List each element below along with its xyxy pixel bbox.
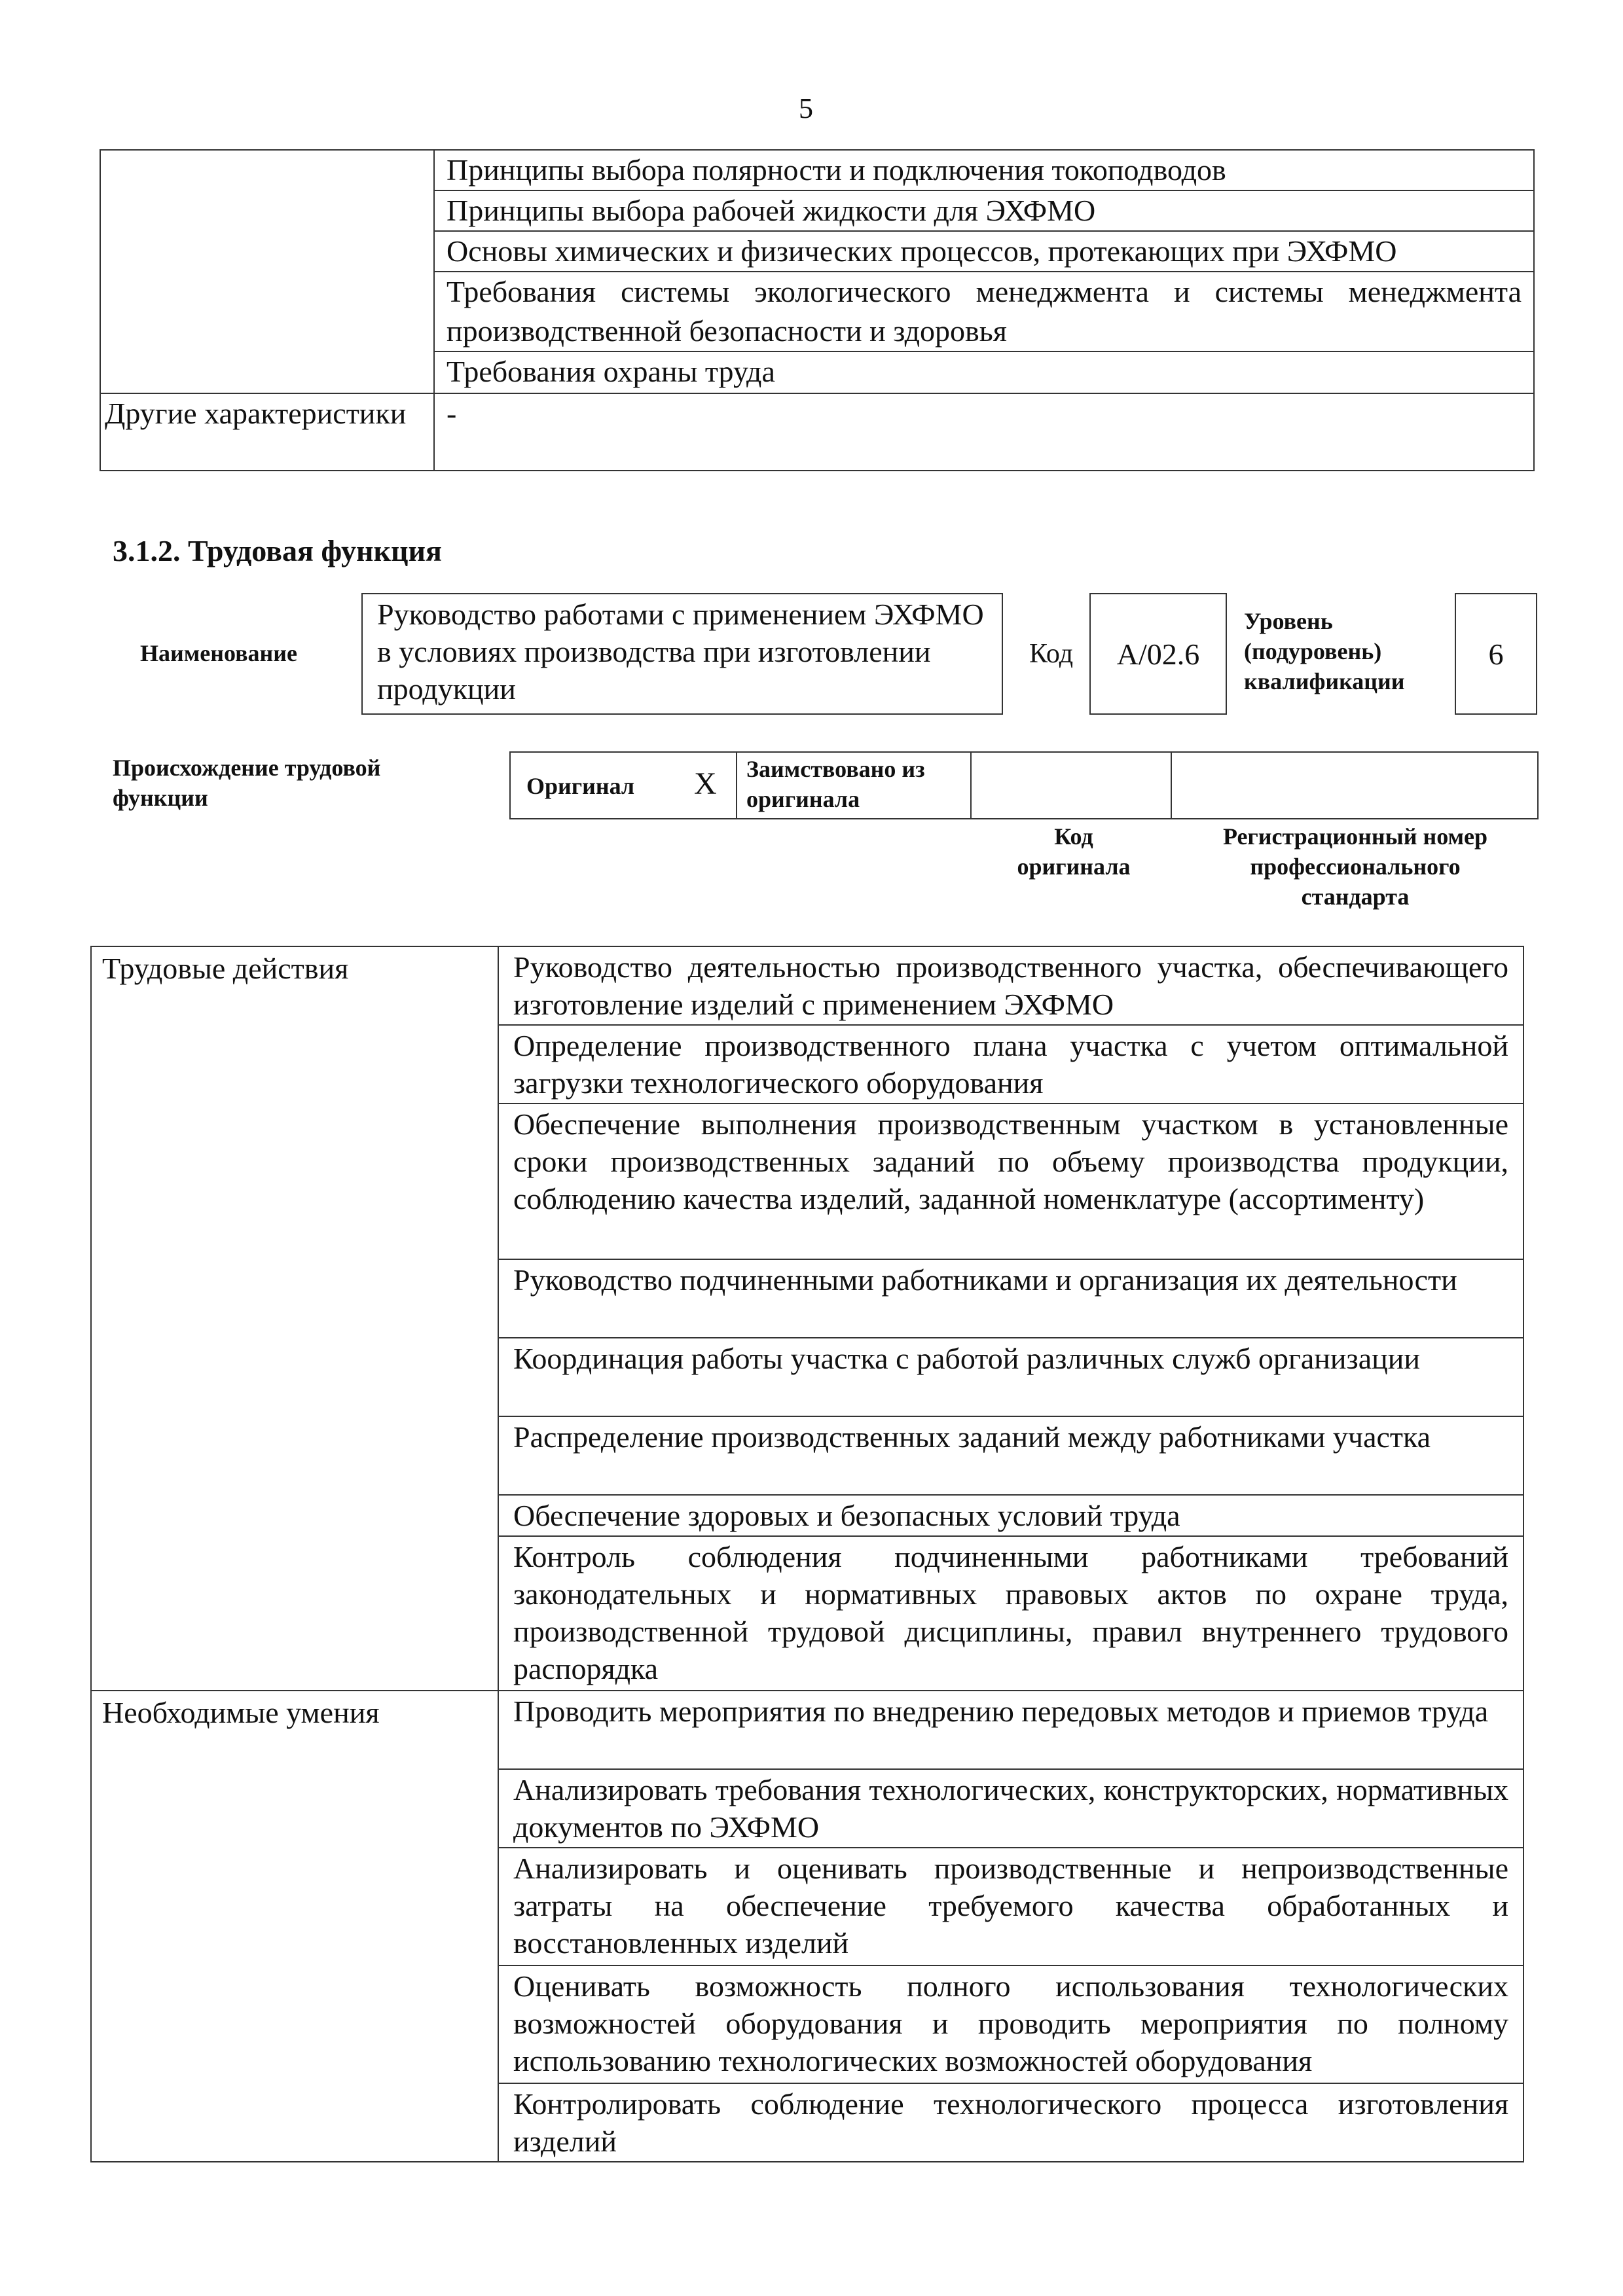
reg-caption: Регистрационный номер профессионального стандарта — [1222, 823, 1488, 910]
action-item: Распределение производственных заданий между работниками участка — [498, 1416, 1523, 1495]
page-number: 5 — [799, 92, 813, 124]
action-item: Обеспечение выполнения производственным участком в установленные сроки производственных заданий по объему производства продукции, соблюдению качества изделий, заданной номенклатуре (ассортименту) — [498, 1103, 1523, 1259]
other-characteristics-label: Другие характеристики — [100, 393, 434, 471]
code-caption: Код оригинала — [1017, 823, 1131, 880]
main-table — [90, 946, 1524, 2162]
original-code-cell — [971, 752, 1171, 819]
skill-item: Проводить мероприятия по внедрению передовых методов и приемов труда — [498, 1691, 1523, 1769]
skill-item: Оценивать возможность полного использования технологических возможностей оборудования и проводить мероприятия по полному использованию технологических возможностей оборудования — [498, 1965, 1523, 2083]
code-value-box: А/02.6 — [1089, 593, 1227, 715]
origin-label: Происхождение трудовой функции — [113, 755, 381, 811]
origin-table — [509, 751, 1539, 819]
action-item: Руководство подчиненными работниками и организация их деятельности — [498, 1259, 1523, 1338]
name-label: Наименование — [140, 640, 297, 666]
action-item: Обеспечение здоровых и безопасных условий труда — [498, 1495, 1523, 1536]
function-name-box: Руководство работами с применением ЭХФМО в условиях производства при изготовлении продукции — [361, 593, 1003, 715]
action-item: Определение производственного плана участка с учетом оптимальной загрузки технологического оборудования — [498, 1025, 1523, 1103]
borrowed-cell — [737, 752, 971, 819]
reg-number-cell — [1171, 752, 1538, 819]
knowledge-item: Принципы выбора полярности и подключения токоподводов — [434, 150, 1534, 190]
actions-label: Трудовые действия — [91, 946, 498, 1691]
action-item: Координация работы участка с работой различных служб организации — [498, 1338, 1523, 1416]
skill-item: Анализировать и оценивать производственные и непроизводственные затраты на обеспечение требуемого качества обработанных и восстановленных изделий — [498, 1848, 1523, 1965]
knowledge-item: Основы химических и физических процессов, протекающих при ЭХФМО — [434, 231, 1534, 272]
section-title: 3.1.2. Трудовая функция — [113, 534, 442, 567]
action-item: Руководство деятельностью производственного участка, обеспечивающего изготовление изделий с применением ЭХФМО — [498, 946, 1523, 1025]
skills-label: Необходимые умения — [91, 1691, 498, 2162]
action-item: Контроль соблюдения подчиненными работниками требований законодательных и нормативных правовых актов по охране труда, производственной трудовой дисциплины, правил внутреннего трудового распорядка — [498, 1536, 1523, 1691]
code-label: Код — [1029, 639, 1074, 669]
original-label: Оригинал — [526, 773, 635, 799]
knowledge-item: Требования охраны труда — [434, 351, 1534, 393]
other-characteristics-value: - — [434, 393, 1534, 471]
original-mark: X — [694, 766, 717, 801]
knowledge-item: Принципы выбора рабочей жидкости для ЭХФМО — [434, 190, 1534, 231]
skill-item: Контролировать соблюдение технологического процесса изготовления изделий — [498, 2083, 1523, 2162]
original-cell — [510, 752, 737, 819]
level-value-box: 6 — [1455, 593, 1537, 715]
borrowed-label: Заимствовано из оригинала — [746, 756, 925, 812]
skill-item: Анализировать требования технологических, конструкторских, нормативных документов по ЭХФМО — [498, 1769, 1523, 1848]
knowledge-table — [100, 149, 1535, 471]
knowledge-item: Требования системы экологического менеджмента и системы менеджмента производственной безопасности и здоровья — [434, 272, 1534, 351]
empty-label-cell — [100, 150, 434, 393]
level-label: Уровень (подуровень) квалификации — [1244, 608, 1405, 694]
